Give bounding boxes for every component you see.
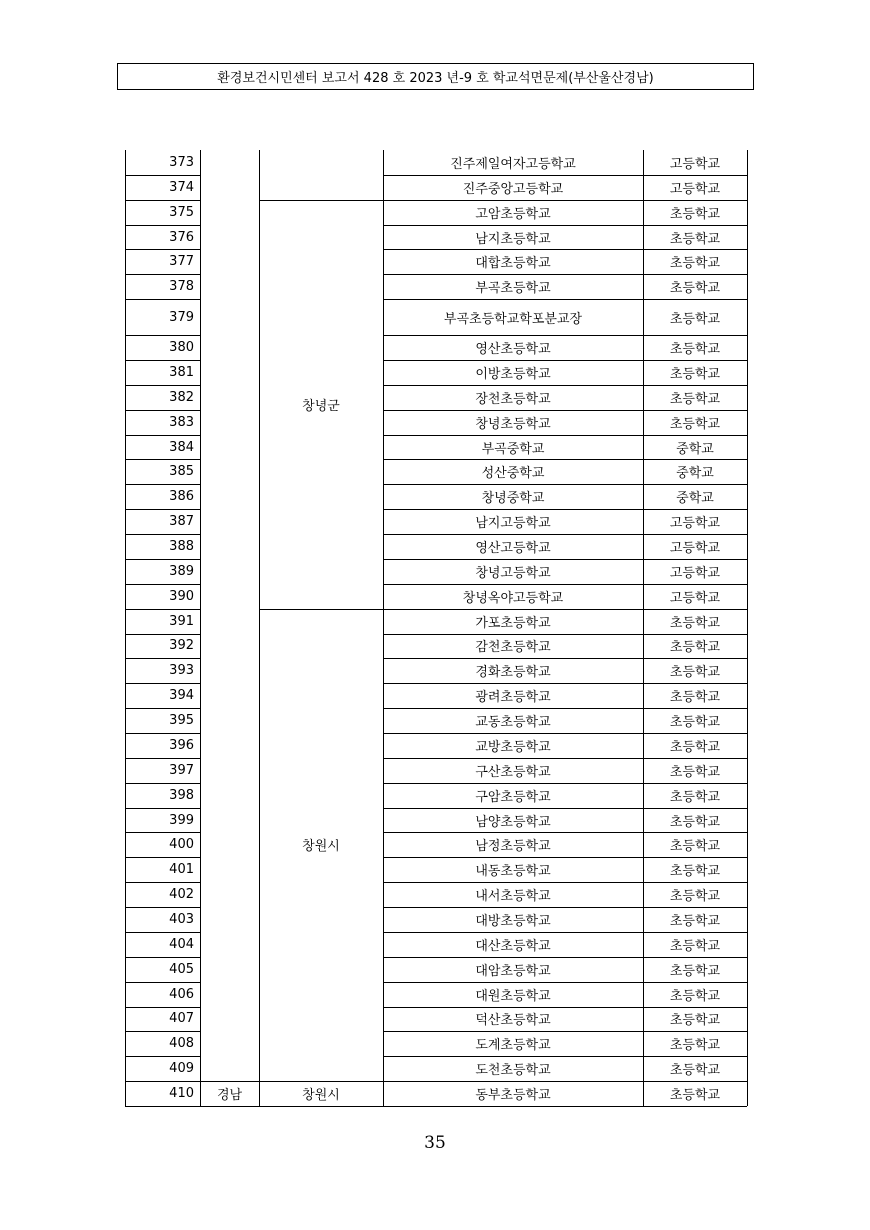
- province-cell: [200, 150, 259, 1081]
- school-type: 초등학교: [669, 231, 721, 247]
- school-type: 초등학교: [669, 640, 721, 656]
- school-type: 초등학교: [669, 1063, 721, 1079]
- school-name: 창녕중학교: [481, 491, 545, 507]
- school-type: 고등학교: [669, 590, 721, 606]
- school-name: 동부초등학교: [475, 1088, 551, 1104]
- row-number: 388: [169, 538, 194, 554]
- school-type: 초등학교: [669, 864, 721, 880]
- district-cell: 창녕군: [302, 398, 340, 414]
- school-type: 중학교: [676, 466, 714, 482]
- school-type: 고등학교: [669, 156, 721, 172]
- row-number: 383: [169, 414, 194, 430]
- school-type: 고등학교: [669, 181, 721, 197]
- row-number: 394: [169, 688, 194, 704]
- school-type: 초등학교: [669, 615, 721, 631]
- row-number: 374: [169, 179, 194, 195]
- school-type: 초등학교: [669, 988, 721, 1004]
- row-number: 376: [169, 229, 194, 245]
- school-type: 초등학교: [669, 311, 721, 327]
- row-number: 404: [169, 936, 194, 952]
- row-number: 405: [169, 961, 194, 977]
- school-name: 진주제일여자고등학교: [450, 156, 576, 172]
- school-name: 대산초등학교: [475, 938, 551, 954]
- school-table: [125, 150, 747, 1106]
- row-number: 380: [169, 340, 194, 356]
- school-name: 이방초등학교: [475, 366, 551, 382]
- school-name: 교방초등학교: [475, 739, 551, 755]
- school-type: 초등학교: [669, 938, 721, 954]
- school-name: 구산초등학교: [475, 764, 551, 780]
- report-header-title: 환경보건시민센터 보고서 428 호 2023 년-9 호 학교석면문제(부산울산경남): [217, 71, 654, 86]
- row-number: 385: [169, 464, 194, 480]
- school-name: 영산고등학교: [475, 540, 551, 556]
- row-number: 389: [169, 563, 194, 579]
- school-name: 진주중앙고등학교: [462, 181, 564, 197]
- school-name: 고암초등학교: [475, 206, 551, 222]
- school-type: 초등학교: [669, 391, 721, 407]
- school-type: 초등학교: [669, 366, 721, 382]
- page-number: 35: [424, 1133, 446, 1153]
- row-number: 401: [169, 862, 194, 878]
- district-cell: 창원시: [302, 1088, 340, 1104]
- school-name: 도계초등학교: [475, 1038, 551, 1054]
- row-number: 407: [169, 1011, 194, 1027]
- row-number: 377: [169, 254, 194, 270]
- row-number: 396: [169, 737, 194, 753]
- row-number: 399: [169, 812, 194, 828]
- row-number: 398: [169, 787, 194, 803]
- school-type: 초등학교: [669, 764, 721, 780]
- row-number: 395: [169, 713, 194, 729]
- school-name: 남지초등학교: [475, 231, 551, 247]
- row-number: 392: [169, 638, 194, 654]
- school-name: 대방초등학교: [475, 913, 551, 929]
- school-name: 교동초등학교: [475, 715, 551, 731]
- school-name: 감천초등학교: [475, 640, 551, 656]
- school-name: 창녕고등학교: [475, 565, 551, 581]
- row-number: 375: [169, 204, 194, 220]
- school-type: 고등학교: [669, 516, 721, 532]
- school-name: 부곡중학교: [481, 441, 545, 457]
- school-name: 장천초등학교: [475, 391, 551, 407]
- school-type: 중학교: [676, 491, 714, 507]
- row-number: 402: [169, 887, 194, 903]
- school-name: 대합초등학교: [475, 256, 551, 272]
- school-type: 고등학교: [669, 540, 721, 556]
- school-name: 영산초등학교: [475, 342, 551, 358]
- school-name: 덕산초등학교: [475, 1013, 551, 1029]
- school-name: 경화초등학교: [475, 665, 551, 681]
- district-cell: 창원시: [302, 839, 340, 855]
- school-name: 대원초등학교: [475, 988, 551, 1004]
- school-name: 내동초등학교: [475, 864, 551, 880]
- school-name: 성산중학교: [481, 466, 545, 482]
- row-number: 378: [169, 279, 194, 295]
- school-name: 남지고등학교: [475, 516, 551, 532]
- table-column-rule: [747, 150, 748, 1106]
- report-header: [117, 63, 754, 90]
- school-name: 창녕초등학교: [475, 416, 551, 432]
- row-number: 403: [169, 911, 194, 927]
- school-type: 초등학교: [669, 789, 721, 805]
- row-number: 386: [169, 489, 194, 505]
- row-number: 408: [169, 1036, 194, 1052]
- school-type: 초등학교: [669, 913, 721, 929]
- row-number: 409: [169, 1061, 194, 1077]
- row-number: 397: [169, 762, 194, 778]
- row-number: 393: [169, 663, 194, 679]
- table-rule: [125, 1106, 747, 1107]
- school-type: 초등학교: [669, 1038, 721, 1054]
- school-type: 초등학교: [669, 1088, 721, 1104]
- school-type: 초등학교: [669, 665, 721, 681]
- school-type: 고등학교: [669, 565, 721, 581]
- school-name: 광려초등학교: [475, 690, 551, 706]
- row-number: 390: [169, 588, 194, 604]
- row-number: 382: [169, 389, 194, 405]
- row-number: 400: [169, 837, 194, 853]
- school-type: 중학교: [676, 441, 714, 457]
- school-type: 초등학교: [669, 1013, 721, 1029]
- row-number: 410: [169, 1086, 194, 1102]
- row-number: 379: [169, 309, 194, 325]
- school-name: 부곡초등학교: [475, 281, 551, 297]
- row-number: 406: [169, 986, 194, 1002]
- school-type: 초등학교: [669, 342, 721, 358]
- school-name: 가포초등학교: [475, 615, 551, 631]
- school-name: 대암초등학교: [475, 963, 551, 979]
- school-type: 초등학교: [669, 416, 721, 432]
- school-name: 남양초등학교: [475, 814, 551, 830]
- school-name: 도천초등학교: [475, 1063, 551, 1079]
- province-cell: 경남: [216, 1088, 243, 1104]
- school-type: 초등학교: [669, 814, 721, 830]
- school-type: 초등학교: [669, 889, 721, 905]
- school-type: 초등학교: [669, 206, 721, 222]
- school-type: 초등학교: [669, 715, 721, 731]
- row-number: 373: [169, 154, 194, 170]
- row-number: 381: [169, 364, 194, 380]
- row-number: 387: [169, 514, 194, 530]
- school-name: 내서초등학교: [475, 889, 551, 905]
- school-type: 초등학교: [669, 963, 721, 979]
- district-cell: [259, 150, 383, 200]
- school-type: 초등학교: [669, 739, 721, 755]
- school-type: 초등학교: [669, 839, 721, 855]
- school-name: 부곡초등학교학포분교장: [443, 311, 583, 327]
- row-number: 384: [169, 439, 194, 455]
- school-name: 창녕옥야고등학교: [462, 590, 564, 606]
- school-type: 초등학교: [669, 256, 721, 272]
- school-name: 남정초등학교: [475, 839, 551, 855]
- school-type: 초등학교: [669, 281, 721, 297]
- school-name: 구암초등학교: [475, 789, 551, 805]
- row-number: 391: [169, 613, 194, 629]
- school-type: 초등학교: [669, 690, 721, 706]
